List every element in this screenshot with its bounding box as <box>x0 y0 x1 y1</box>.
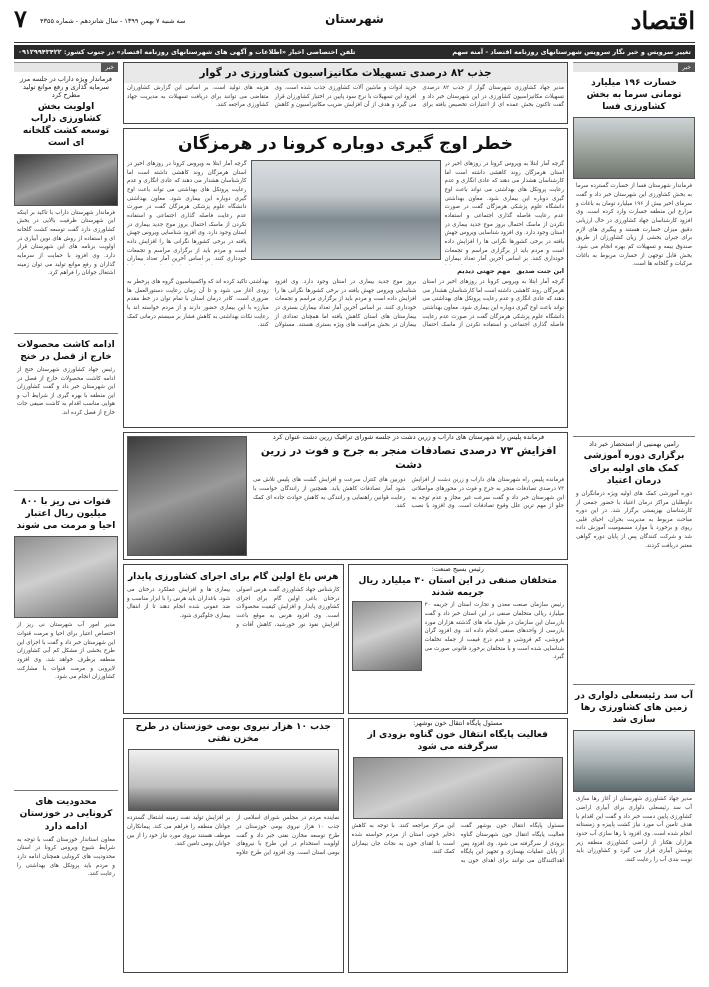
news-label: خبر <box>101 63 118 72</box>
story-penalty-row <box>349 601 568 713</box>
photo-governor <box>14 154 118 206</box>
story-fasa-title: خسارت ۱۹۶ میلیارد تومانی سرما به بخش کشاورزی فسا <box>586 78 682 113</box>
contact-banner <box>14 45 695 59</box>
corona-subhead-1: ابن جنت صدیق <box>516 266 564 275</box>
story-penalty-title: متخلفان صنفی در این استان ۳۰ میلیارد ریال جریمه شدند <box>358 576 557 599</box>
story-corona-body-left: گرچه آمار ابتلا به ویروس کرونا در روزهای اخیر در استان هرمزگان روند کاهشی داشته است اما کارشناسان هشدار می دهند که عادی انگاری و عدم رعایت پروتکل های بهداشتی می تواند باعث اوج گیری دوباره این بیماری شود. معاون بهداشتی دانشگاه علوم پزشکی هرمزگان گفت در صورت عدم رعایت فاصله گذاری اجتماعی و استفاده نکردن از ماسک احتمال بروز موج جدید بیماری در استان وجود دارد. وی افزود شناسایی ویروس جهش یافته در برخی کشورها نگرانی ها را افزایش داده است و مردم باید از برگزاری مراسم و تجمعات خودداری کنند. بر اساس آخرین آمار تعداد بیماران <box>127 160 247 263</box>
photo-dam <box>573 730 695 792</box>
story-penalty-body: رئیس سازمان صنعت معدن و تجارت استان از جریمه ۳۰ میلیارد ریالی متخلفان صنفی در این استان خبر داد و گفت بازرسان این سازمان در طول ماه های گذشته هزاران مورد بازرسی از واحدهای صنفی انجام داده اند. وی افزود گران فروشی، کم فروشی و عدم درج قیمت از جمله تخلفات شناسایی شده است و با متخلفان برخورد قانونی صورت می گیرد. <box>424 602 564 661</box>
story-training-body: دوره آموزشی کمک های اولیه ویژه درمانگران و داوطلبان مراکز درمان اعتیاد با حضور جمعی از کارشناسان بهزیستی برگزار شد. در این دوره مباحث مربوط به مدیریت بحران، احیای قلبی ریوی و برخورد با موارد مسمومیت آموزش داده شد و شرکت کنندگان پس از پایان دوره گواهی معتبر دریافت کردند. <box>576 490 692 549</box>
story-training-title: برگزاری دوره آموزشی کمک های اولیه برای درمان اعتیاد <box>583 451 685 486</box>
story-fasa-body: فرماندار شهرستان فسا از خسارت گسترده سرما به بخش کشاورزی این شهرستان خبر داد و گفت سرمای اخیر بیش از ۱۹۶ میلیارد تومان به باغات و مزارع این منطقه خسارت وارد کرده است. وی افزود کارشناسان جهاد کشاورزی در حال ارزیابی دقیق میزان خسارت هستند و پیگیری های لازم برای جبران بخشی از زیان کشاورزان از طریق صندوق بیمه و تسهیلات کم بهره انجام می شود. بخش قابل توجهی از خسارت مربوط به باغات مرکبات و گلخانه ها است. <box>576 183 692 268</box>
banner-right-text: تغییر سرویس و خبر نگار سرویس شهرستانهای روزنامه اقتصاد - آمنه سهم <box>452 48 691 56</box>
photo-blood-donation <box>353 757 564 819</box>
page-number: ۷ <box>14 4 27 33</box>
story-blood-title: فعالیت پایگاه انتقال خون گناوه بزودی از سرگرفته می شود <box>367 730 548 753</box>
divider <box>14 333 118 334</box>
photo-oil-pump <box>128 749 339 811</box>
story-blood-body: مسئول پایگاه انتقال خون بوشهر گفت فعالیت پایگاه انتقال خون شهرستان گناوه بزودی از سرگرفته می شود. وی افزود پس از پایان عملیات بهسازی و تجهیز این پایگاه اهداکنندگان می توانند برای اهدای خون به این مرکز مراجعه کنند. با توجه به کاهش ذخایر خونی استان از مردم خواسته شده است با اهدای خون به نجات جان بیماران کمک کنند. <box>351 823 564 864</box>
story-penalty-kicker: رئیس بسیج صنعت: <box>431 565 484 573</box>
story-gavar-body: مدیر جهاد کشاورزی شهرستان گوار از جذب ۸۲ درصدی تسهیلات مکانیزاسیون کشاورزی در این شهرستان خبر داد و گفت تاکنون بخش عمده ای از اعتبارات تخصیص یافته برای خرید ادوات و ماشین آلات کشاورزی جذب شده است. وی افزود این تسهیلات با نرخ سود پایین در اختیار کشاورزان قرار می گیرد و هدف از آن افزایش ضریب مکانیزاسیون و کاهش هزینه های تولید است. بر اساس این گزارش کشاورزان متقاضی می توانند برای دریافت تسهیلات به مدیریت جهاد کشاورزی مراجعه کنند. <box>127 85 564 109</box>
photo-hospital-ward <box>251 160 441 260</box>
story-dam-body: مدیر جهاد کشاورزی شهرستان از آغاز رها سازی آب سد رئیسعلی دلواری برای آبیاری اراضی کشاورزی پایین دست خبر داد و گفت این اقدام با هدف تامین آب مورد نیاز کشت پاییزه و زمستانه انجام شده است. وی افزود با رها سازی آب حدود هزاران هکتار از اراضی کشاورزی منطقه زیر پوشش آبیاری قرار می گیرد و کشاورزان باید نوبت بندی آب را رعایت کنند. <box>576 796 692 863</box>
story-corona-subheads <box>124 265 567 277</box>
story-gavar-title: جذب ۸۲ درصدی تسهیلات مکانیزاسیون کشاورزی در گوار <box>124 63 567 83</box>
page-grid <box>14 62 695 977</box>
banner-left-text: تلفن اختصاصی اخبار «اطلاعات و آگهی های شهرستانهای روزنامه اقتصاد» در جنوب کشور: ۰۹۱۲۹۹۴۳۴۲۲ <box>18 48 356 56</box>
photo-qanat <box>14 536 118 618</box>
story-corona-body-right: گرچه آمار ابتلا به ویروس کرونا در روزهای اخیر در استان هرمزگان روند کاهشی داشته است اما کارشناسان هشدار می دهند که عادی انگاری و عدم رعایت پروتکل های بهداشتی می تواند باعث اوج گیری دوباره این بیماری شود. معاون بهداشتی دانشگاه علوم پزشکی هرمزگان گفت در صورت عدم رعایت فاصله گذاری اجتماعی و استفاده نکردن از ماسک احتمال بروز موج جدید بیماری در استان وجود دارد. وی افزود شناسایی ویروس جهش یافته در برخی کشورها نگرانی ها را افزایش داده است و مردم باید از برگزاری مراسم و تجمعات خودداری کنند. بر اساس آخرین آمار تعداد بیماران <box>444 160 564 263</box>
story-corona-body-bottom: گرچه آمار ابتلا به ویروس کرونا در روزهای اخیر در استان هرمزگان روند کاهشی داشته است اما کارشناسان هشدار می دهند که عادی انگاری و عدم رعایت پروتکل های بهداشتی می تواند باعث اوج گیری دوباره این بیماری شود. معاون بهداشتی دانشگاه علوم پزشکی هرمزگان گفت در صورت عدم رعایت فاصله گذاری اجتماعی و استفاده نکردن از ماسک احتمال بروز موج جدید بیماری در استان وجود دارد. وی افزود شناسایی ویروس جهش یافته در برخی کشورها نگرانی ها را افزایش داده است و مردم باید از برگزاری مراسم و تجمعات خودداری کنند. بر اساس آخرین آمار تعداد بیماران بستری در بیمارستان های استان کاهش یافته اما همچنان تعدادی از بیماران در بخش مراقبت های ویژه بستری هستند. مسئولان بهداشتی تاکید کرده اند که واکسیناسیون گروه های پرخطر به زودی آغاز می شود و تا آن زمان رعایت دستورالعمل ها ضروری است. کادر درمان استان با تمام توان در خط مقدم مبارزه با این بیماری حضور دارند و از مردم خواسته اند با رعایت نکات بهداشتی به کاهش فشار بر سیستم درمانی کمک کنند. <box>127 278 564 329</box>
left-column <box>14 62 118 977</box>
story-blood-box <box>348 718 569 973</box>
news-label-bar <box>573 62 695 72</box>
story-blood-kicker: مسئول پایگاه انتقال خون بوشهر: <box>413 719 503 727</box>
story-darab-kicker: فرماندار ویژه داراب در جلسه مرز سرمایه گذاری و رفع موانع تولید مطرح کرد <box>19 75 113 99</box>
corona-subhead-2: مهم جهتی دیدیم <box>457 266 511 275</box>
story-corona-top-row <box>124 160 567 265</box>
story-pruning-title: هرس باغ اولین گام برای اجرای کشاورزی پایدار <box>127 572 339 582</box>
news-label-bar <box>14 62 118 72</box>
story-training-kicker: رامین بهمنیی از استحضار خبر داد <box>589 440 679 449</box>
story-oil-title: جذب ۱۰ هزار نیروی بومی خوزستان در طرح مخزن نفتی <box>135 722 331 745</box>
story-darab-body: فرماندار شهرستان داراب با تاکید بر اینکه این شهرستان ظرفیت بالایی در بخش کشاورزی دارد گفت توسعه کشت گلخانه ای و استفاده از روش های نوین آبیاری در اولویت برنامه های این شهرستان قرار دارد. وی افزود با حمایت از سرمایه گذاران و رفع موانع تولید می توان زمینه اشتغال جوانان را فراهم کرد. <box>17 209 115 277</box>
story-accident-row <box>124 433 567 559</box>
divider <box>573 436 695 437</box>
story-accident-body: فرمانده پلیس راه شهرستان های داراب و زرین دشت از افزایش ۷۳ درصدی تصادفات منجر به جرح و فوت در محورهای مواصلاتی این شهرستان خبر داد و گفت سرعت غیر مجاز و عدم توجه به جلو از مهم ترین علل وقوع تصادفات است. وی افزود با نصب دوربین های کنترل سرعت و افزایش گشت های پلیس تلاش می شود آمار تصادفات کاهش یابد. همچنین از رانندگان خواست با رعایت قوانین راهنمایی و رانندگی به کاهش حوادث جاده ای کمک کنند. <box>253 477 564 510</box>
story-accident-kicker: فرمانده پلیس راه شهرستان های داراب و زرین دشت در جلسه شورای ترافیک زرین دشت عنوان کرد <box>272 433 545 441</box>
story-accident-title: افزایش ۷۳ درصدی تصادفات منجر به جرح و فوت در زرین دشت <box>260 445 557 472</box>
masthead <box>14 0 695 43</box>
right-column <box>573 62 695 977</box>
story-oil-box <box>123 718 344 973</box>
story-penalty-box <box>348 564 569 714</box>
divider <box>14 490 118 491</box>
story-gavar-box <box>123 62 568 124</box>
story-pruning-body: کارشناس جهاد کشاورزی گفت هرس اصولی درختان باغی اولین گام برای اجرای کشاورزی پایدار و افزایش کیفیت محصولات است. وی افزود هرس به موقع باعث افزایش نفوذ نور خورشید، کاهش آفات و بیماری ها و افزایش عملکرد درختان می شود. باغداران باید هرس را با ابزار مناسب و ضد عفونی شده انجام دهند تا از انتقال بیماری جلوگیری شود. <box>127 587 340 628</box>
story-khuzestan-body: معاون استاندار خوزستان گفت با توجه به شرایط شیوع ویروس کرونا در استان محدودیت های کرونایی همچنان ادامه دارد و مردم باید پروتکل های بهداشتی را رعایت کنند. <box>17 836 115 878</box>
story-khuzestan-title: محدودیت های کرونایی در خوزستان ادامه دارد <box>19 797 113 832</box>
story-corona-title: خطر اوج گیری دوباره کرونا در هرمزگان <box>178 134 513 154</box>
story-khonj-body: رئیس جهاد کشاورزی شهرستان خنج از ادامه کاشت محصولات خارج از فصل در این شهرستان خبر داد و گفت کشاورزان این منطقه با بهره گیری از شرایط آب و هوایی مناسب اقدام به کاشت صیفی جات خارج از فصل کرده اند. <box>17 366 115 417</box>
mid-stories-row <box>123 564 568 714</box>
story-darab-title: اولویت بخش کشاورزی داراب توسعه کشت گلخانه ای است <box>22 102 110 149</box>
issue-date: سه شنبه ۷ بهمن ۱۳۹۹ - سال شانزدهم - شماره ۴۳۵۵ <box>40 17 186 25</box>
divider <box>14 790 118 791</box>
photo-inspector <box>352 601 422 671</box>
news-label: خبر <box>678 63 695 72</box>
photo-police-commander <box>127 436 247 556</box>
story-accident-box <box>123 432 568 560</box>
section-title: شهرستان <box>325 12 384 26</box>
story-neyriz-body: مدیر امور آب شهرستان نی ریز از اختصاص اعتبار برای احیا و مرمت قنوات این شهرستان خبر داد و گفت با اجرای این طرح بخشی از مشکل کم آبی کشاورزان منطقه برطرف خواهد شد. وی افزود لایروبی و مرمت قنوات با مشارکت کشاورزان انجام می شود. <box>17 622 115 681</box>
story-neyriz-title: قنوات نی ریز با ۸۰۰ میلیون ریال اعتبار احیا و مرمت می شوند <box>16 496 116 532</box>
main-column <box>123 62 568 977</box>
story-oil-body: نماینده مردم در مجلس شورای اسلامی از جذب ۱۰ هزار نیروی بومی خوزستان در طرح توسعه مخازن نفتی خبر داد و گفت اولویت استخدام در این طرح با نیروهای بومی استان است. وی افزود این طرح علاوه بر افزایش تولید نفت زمینه اشتغال گسترده جوانان منطقه را فراهم می کند. پیمانکاران موظف هستند نیروی مورد نیاز خود را از بین جوانان بومی تامین کنند. <box>127 815 340 856</box>
story-dam-title: آب سد رئیسعلی دلواری در زمین های کشاورزی رها سازی شد <box>575 690 693 726</box>
divider <box>573 684 695 685</box>
photo-officials-visit <box>573 117 695 179</box>
story-corona-box <box>123 128 568 428</box>
story-khonj-title: ادامه کاشت محصولات خارج از فصل در خنج <box>17 339 115 362</box>
story-pruning-box <box>123 564 344 714</box>
bottom-stories-row <box>123 718 568 973</box>
story-accident-text <box>250 433 567 559</box>
newspaper-logo: اقتصاد <box>630 6 695 35</box>
